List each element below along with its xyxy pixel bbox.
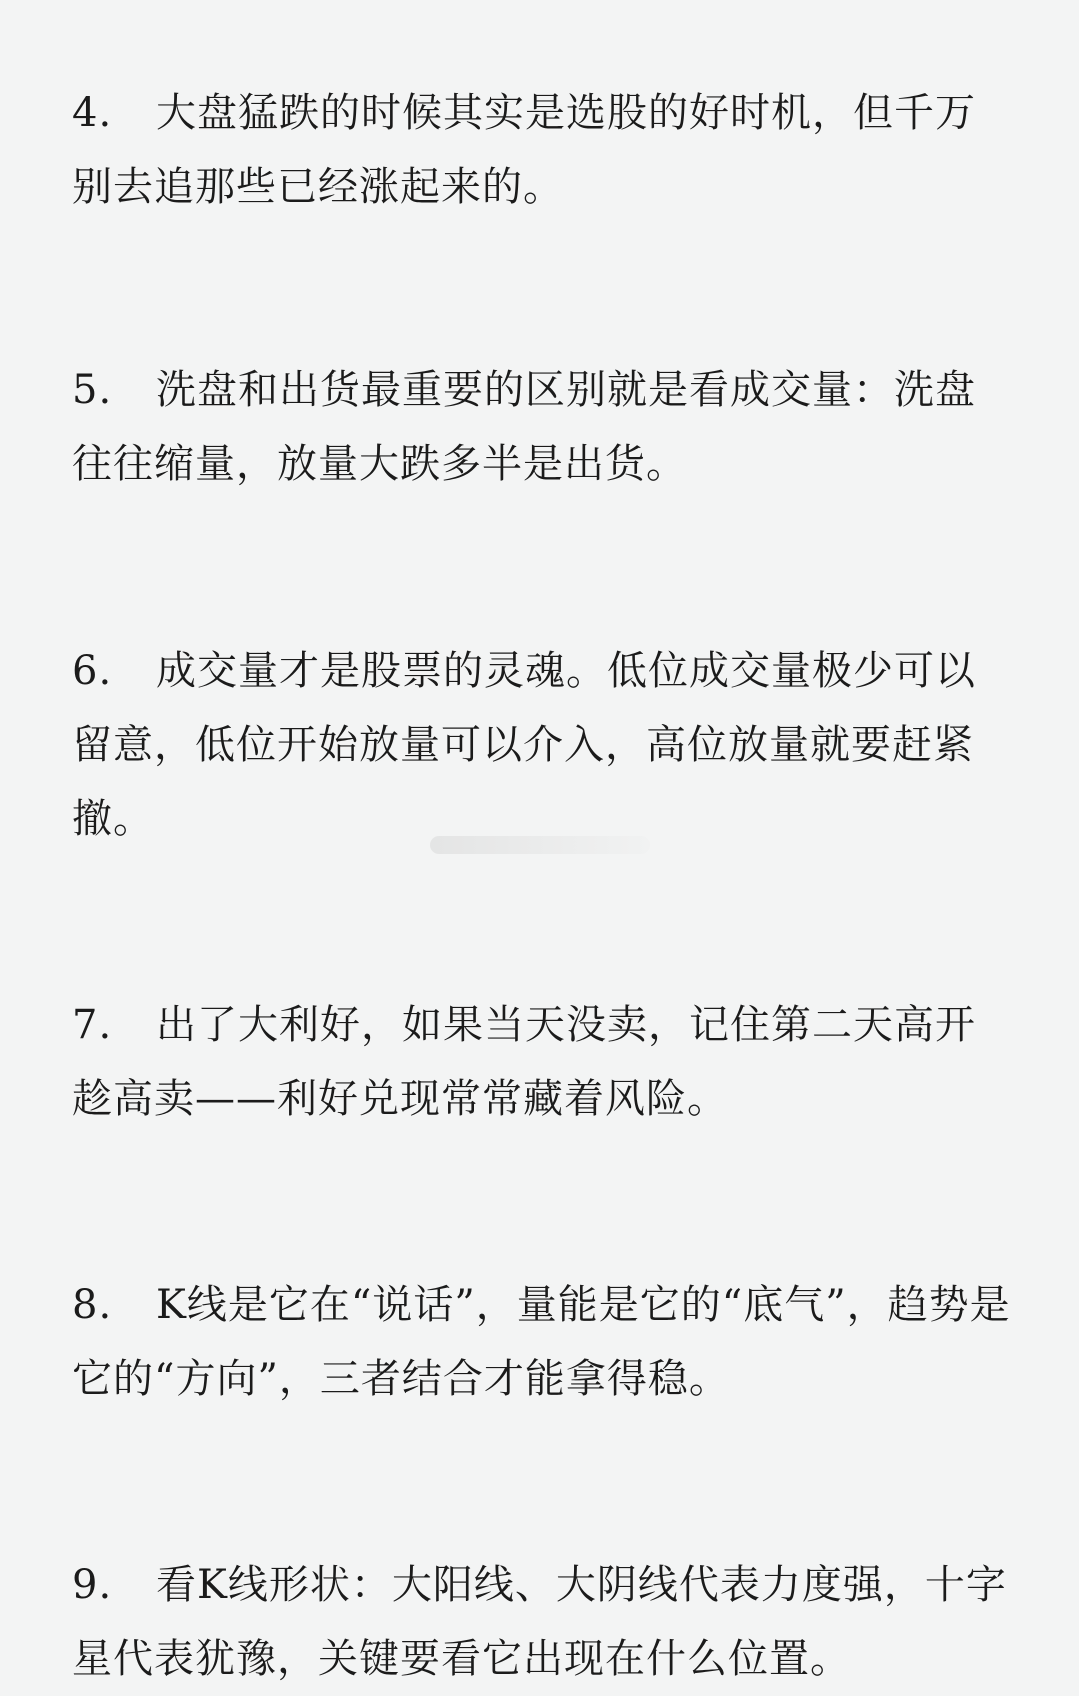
item-number: 6. (72, 648, 113, 694)
list-item-4 (72, 76, 1016, 224)
item-number: 9. (72, 1562, 113, 1608)
item-text: 大盘猛跌的时候其实是选股的好时机，但千万别去追那些已经涨起来的。 (72, 90, 976, 210)
watermark (430, 836, 650, 854)
list-item-5 (72, 353, 1016, 501)
list-item-7 (72, 988, 1016, 1136)
item-number: 8. (72, 1282, 113, 1328)
list-item-8 (72, 1268, 1016, 1416)
list-item-6 (72, 634, 1016, 856)
item-number: 4. (72, 90, 113, 136)
item-number: 7. (72, 1002, 113, 1048)
item-number: 5. (72, 367, 113, 413)
list-item-9 (72, 1548, 1016, 1696)
item-text: 成交量才是股票的灵魂。低位成交量极少可以留意，低位开始放量可以介入，高位放量就要赶紧撤。 (72, 648, 976, 842)
item-text: 出了大利好，如果当天没卖，记住第二天高开趁高卖——利好兑现常常藏着风险。 (72, 1002, 976, 1122)
item-text: 洗盘和出货最重要的区别就是看成交量：洗盘往往缩量，放量大跌多半是出货。 (72, 367, 976, 487)
item-text: K线是它在“说话”，量能是它的“底气”，趋势是它的“方向”，三者结合才能拿得稳。 (72, 1282, 1011, 1402)
item-text: 看K线形状：大阳线、大阴线代表力度强，十字星代表犹豫，关键要看它出现在什么位置。 (72, 1562, 1007, 1682)
